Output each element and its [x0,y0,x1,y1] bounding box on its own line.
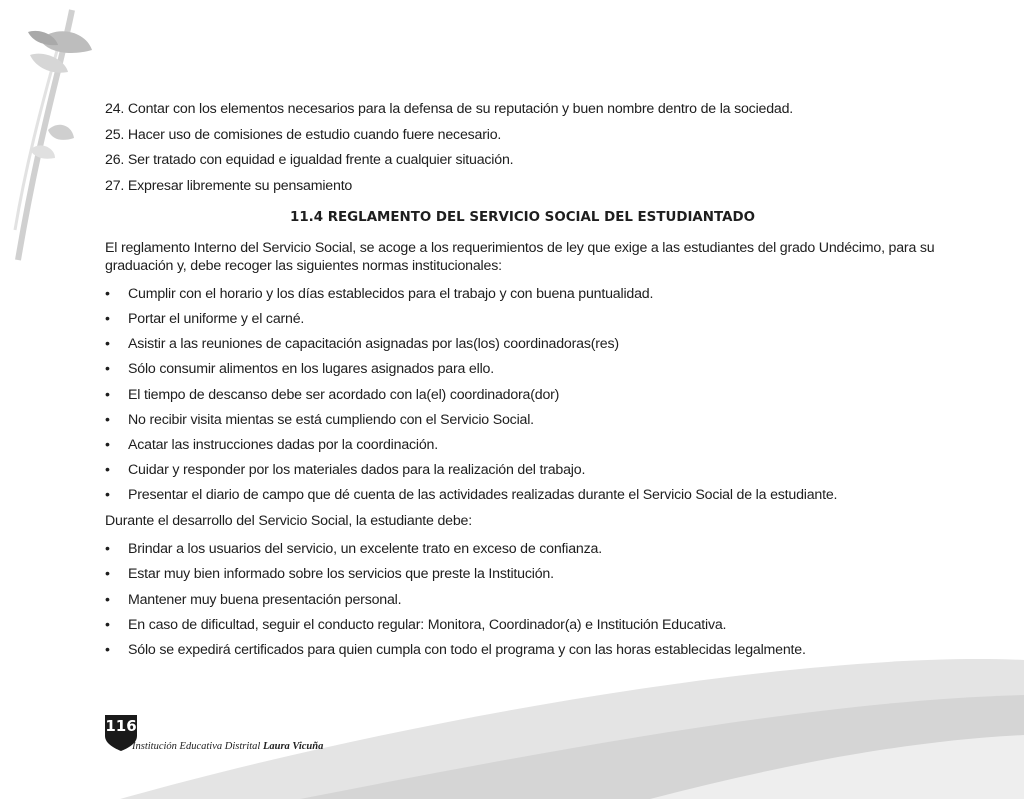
rights-list [105,100,940,195]
list-item: • Estar muy bien informado sobre los servicios que preste la Institución. [105,565,940,583]
page-footer [104,714,404,764]
rules-list [105,285,940,505]
list-item: • Asistir a las reuniones de capacitación asignadas por las(los) coordinadoras(res) [105,335,940,353]
institution-name [132,741,323,752]
list-item: • En caso de dificultad, seguir el conducto regular: Monitora, Coordinador(a) e Institución Educativa. [105,616,940,634]
list-item: • Cumplir con el horario y los días establecidos para el trabajo y con buena puntualidad. [105,285,940,303]
institution-brand: Laura Vicuña [262,741,324,752]
list-item: 27. Expresar libremente su pensamiento [105,177,353,194]
list-item: • Sólo consumir alimentos en los lugares asignados para ello. [105,360,940,378]
list-item: • Sólo se expedirá certificados para quien cumpla con todo el programa y con las horas establecidas legalmente. [105,641,940,659]
list-item: • El tiempo de descanso debe ser acordado con la(el) coordinadora(dor) [105,386,940,404]
list-item: 24. Contar con los elementos necesarios para la defensa de su reputación y buen nombre dentro de la sociedad. [105,101,794,117]
list-item: 26. Ser tratado con equidad e igualdad frente a cualquier situación. [105,152,514,169]
page-number: 116 [105,717,137,735]
list-item: • No recibir visita mientas se está cumpliendo con el Servicio Social. [105,411,940,429]
duties-paragraph: Durante el desarrollo del Servicio Social, la estudiante debe: [105,513,472,530]
list-item: 25. Hacer uso de comisiones de estudio cuando fuere necesario. [105,126,502,143]
list-item: • Brindar a los usuarios del servicio, un excelente trato en exceso de confianza. [105,540,940,558]
list-item: • Portar el uniforme y el carné. [105,310,940,328]
list-item: • Cuidar y responder por los materiales dados para la realización del trabajo. [105,461,940,479]
list-item: • Mantener muy buena presentación personal. [105,591,940,609]
list-item: • Acatar las instrucciones dadas por la coordinación. [105,436,940,454]
section-title: 11.4 REGLAMENTO DEL SERVICIO SOCIAL DEL ESTUDIANTADO [290,209,755,225]
institution-prefix: Institución Educativa Distrital [132,741,263,752]
intro-paragraph: El reglamento Interno del Servicio Social, se acoge a los requerimientos de ley que exige a las estudiantes del grado Undécimo, para su graduación y, debe recoger las siguientes normas institucionales: [105,239,935,274]
document-body [105,100,940,667]
decorative-plant-graphic [0,0,110,300]
duties-list [105,540,940,659]
list-item: • Presentar el diario de campo que dé cuenta de las actividades realizadas durante el Servicio Social de la estudiante. [105,486,940,504]
